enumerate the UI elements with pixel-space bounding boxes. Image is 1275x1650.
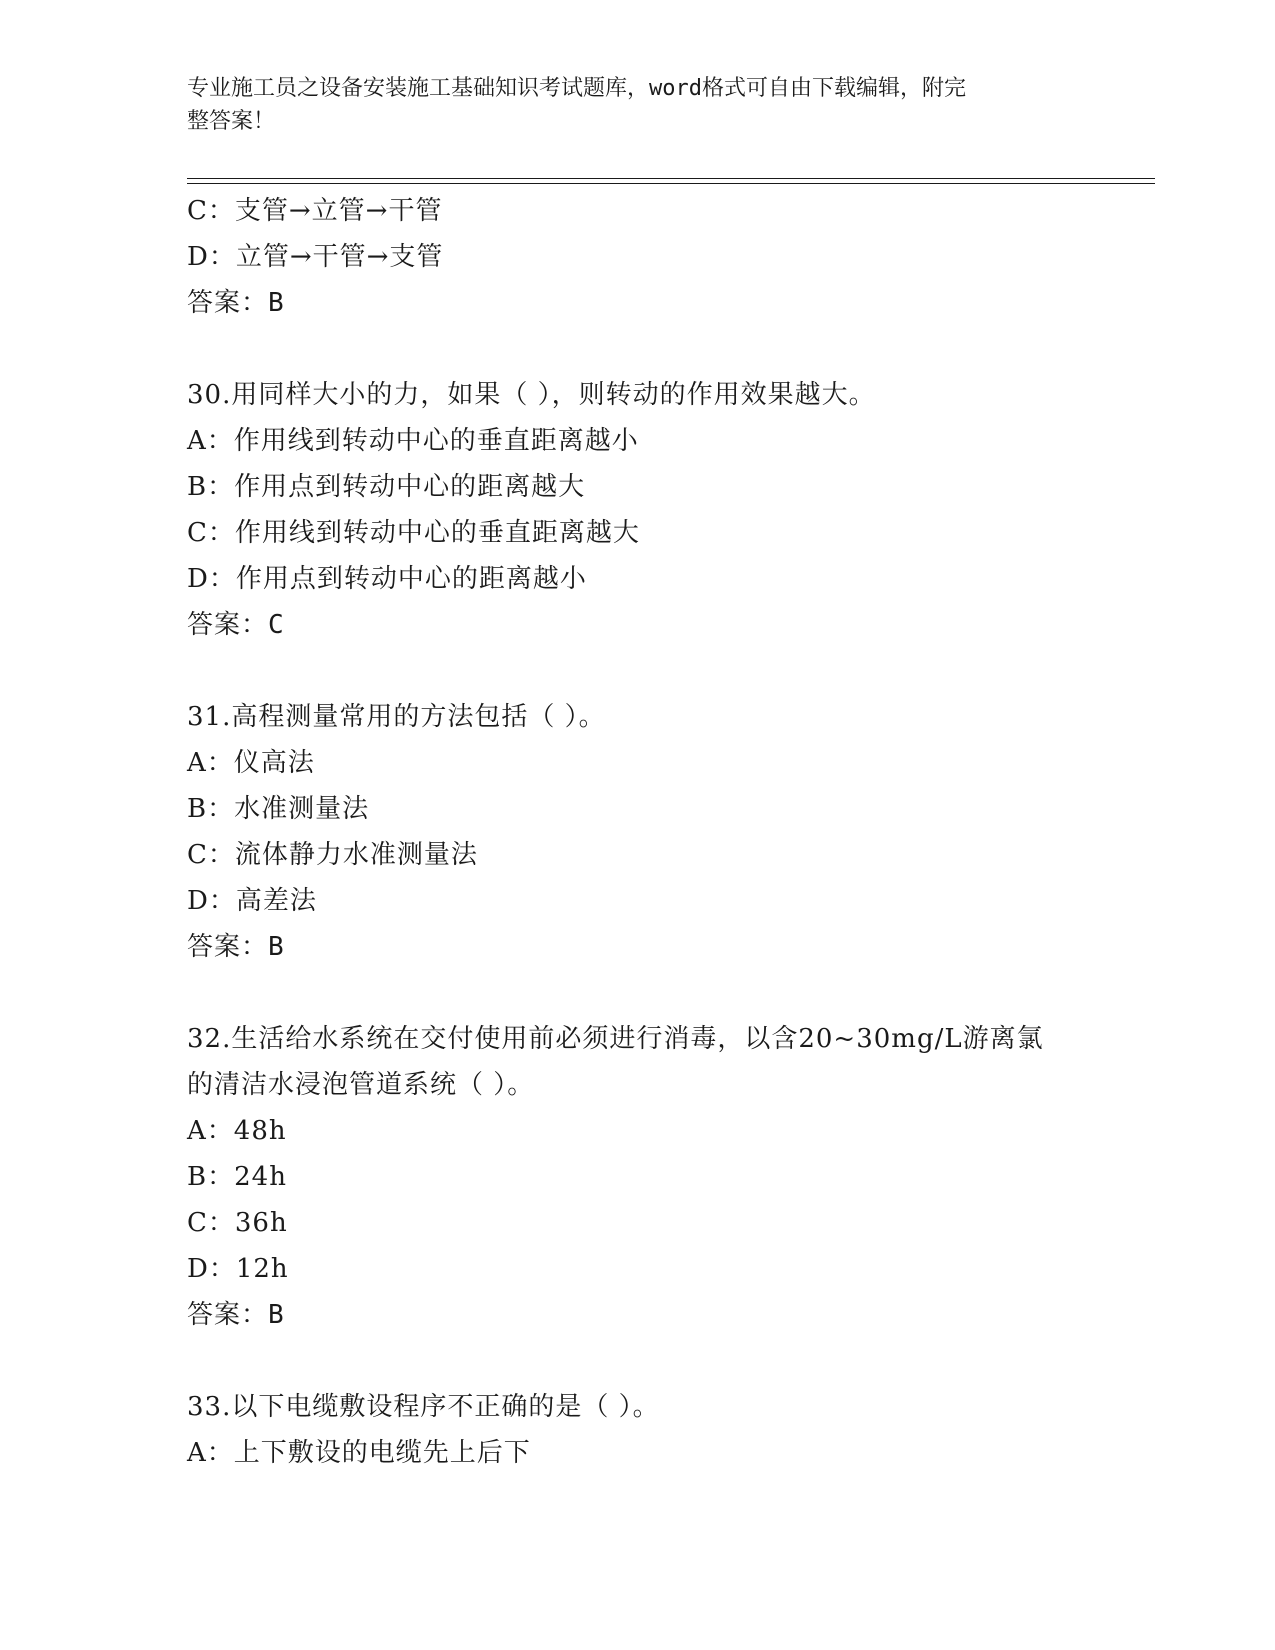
question-stem-continued: 的清洁水浸泡管道系统（ ）。: [187, 1070, 535, 1100]
document-header: [187, 72, 1067, 138]
answer-line: 答案：C: [187, 610, 285, 640]
option-c: C：36h: [187, 1208, 288, 1238]
option-b: B：24h: [187, 1162, 287, 1192]
option-b: B：作用点到转动中心的距离越大: [187, 472, 586, 502]
option-d: D：12h: [187, 1254, 289, 1284]
question-stem: 33.以下电缆敷设程序不正确的是（ ）。: [187, 1392, 660, 1422]
spacer: [187, 1338, 1087, 1384]
option-a: A：上下敷设的电缆先上后下: [187, 1438, 531, 1468]
spacer: [187, 648, 1087, 694]
option-a: A：48h: [187, 1116, 287, 1146]
header-rule-top: [187, 178, 1155, 179]
option-c: C：支管→立管→干管: [187, 196, 443, 226]
answer-line: 答案：B: [187, 932, 285, 962]
option-a: A：仪高法: [187, 748, 315, 778]
question-stem: 30.用同样大小的力，如果（ ），则转动的作用效果越大。: [187, 380, 876, 410]
spacer: [187, 326, 1087, 372]
header-line-2: 整答案！: [187, 109, 276, 134]
option-c: C：作用线到转动中心的垂直距离越大: [187, 518, 640, 548]
option-d: D：作用点到转动中心的距离越小: [187, 564, 587, 594]
header-rule-bottom: [187, 183, 1155, 184]
question-list: [187, 188, 1087, 1476]
question-stem: 31.高程测量常用的方法包括（ ）。: [187, 702, 606, 732]
option-c: C：流体静力水准测量法: [187, 840, 478, 870]
option-a: A：作用线到转动中心的垂直距离越小: [187, 426, 639, 456]
answer-line: 答案：B: [187, 1300, 285, 1330]
option-d: D：立管→干管→支管: [187, 242, 444, 272]
header-line-1: 专业施工员之设备安装施工基础知识考试题库，word格式可自由下载编辑，附完: [187, 76, 966, 101]
answer-line: 答案：B: [187, 288, 285, 318]
option-b: B：水准测量法: [187, 794, 370, 824]
option-d: D：高差法: [187, 886, 317, 916]
question-stem: 32.生活给水系统在交付使用前必须进行消毒，以含20~30mg/L游离氯: [187, 1024, 1044, 1054]
spacer: [187, 970, 1087, 1016]
